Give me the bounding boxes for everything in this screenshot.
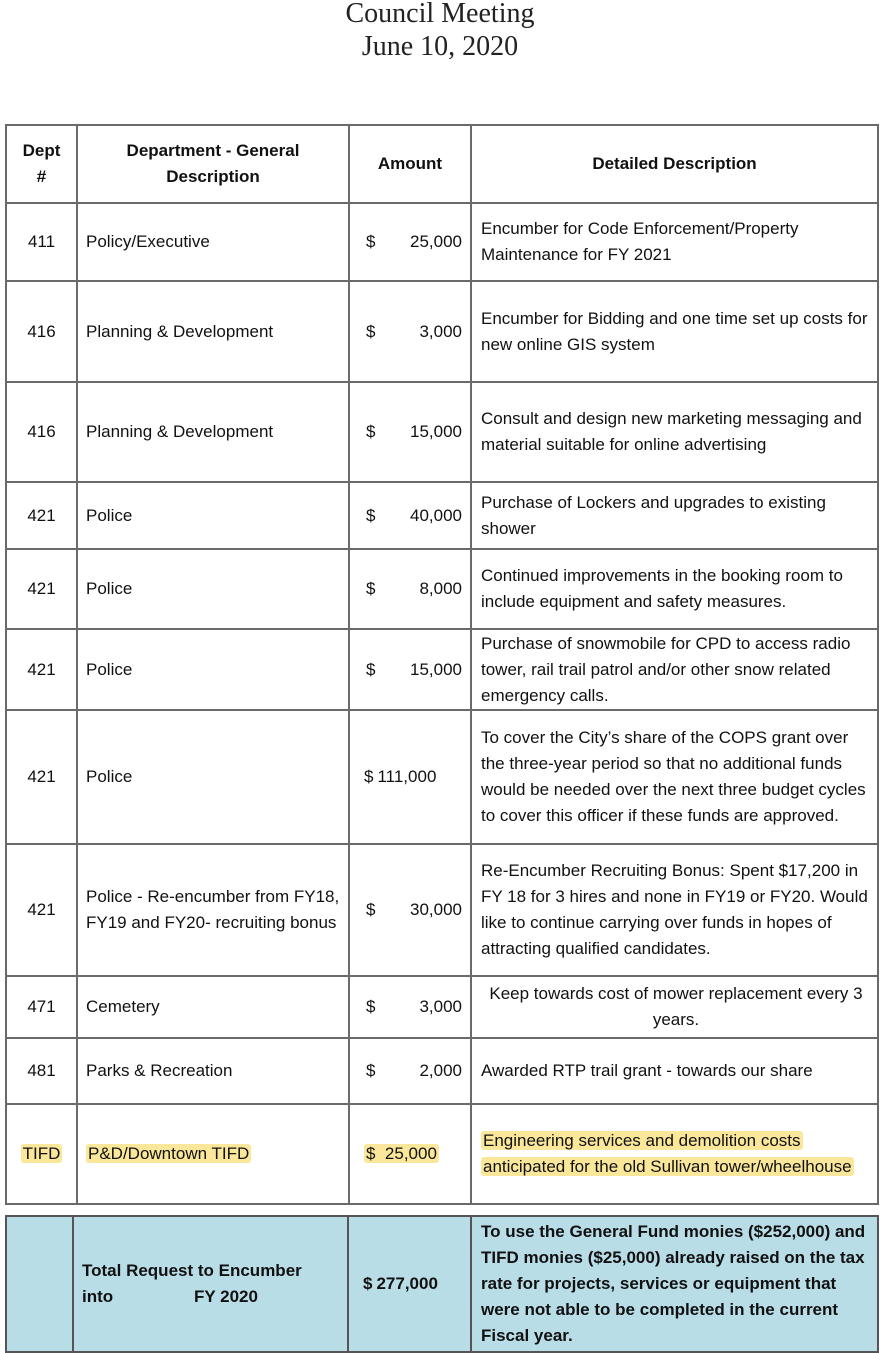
encumbrance-table xyxy=(5,124,879,1205)
amount-value: 25,000 xyxy=(410,232,462,251)
total-amount-value: 277,000 xyxy=(376,1274,438,1293)
dept-number xyxy=(6,482,77,549)
currency-symbol: $ xyxy=(366,579,376,598)
amount xyxy=(349,1104,471,1204)
amount-value: 111,000 xyxy=(377,767,437,786)
meeting-date: June 10, 2020 xyxy=(361,31,519,62)
table-row xyxy=(6,482,878,549)
table-row xyxy=(6,1104,878,1204)
currency-symbol: $ xyxy=(366,505,376,525)
dept-number-text: 416 xyxy=(27,321,56,341)
department-name xyxy=(77,281,349,382)
dept-number-text: 481 xyxy=(27,1061,56,1080)
detailed-description xyxy=(471,281,878,382)
dept-number xyxy=(6,1038,77,1104)
detailed-description-text: Keep towards cost of mower replacement every 3 years. xyxy=(489,984,863,1029)
department-name-text: Police xyxy=(86,767,133,786)
total-label-into: into xyxy=(82,1287,114,1306)
amount xyxy=(349,382,471,482)
table-header-row xyxy=(6,125,878,203)
table-row xyxy=(6,203,878,281)
amount xyxy=(349,629,471,710)
department-name-text: Policy/Executive xyxy=(86,232,210,251)
department-name-text: Police xyxy=(86,579,133,598)
detailed-description xyxy=(471,629,878,710)
dept-number xyxy=(6,382,77,482)
amount-value: 3,000 xyxy=(419,997,462,1016)
dept-number-text: 421 xyxy=(27,900,56,919)
amount-value: 8,000 xyxy=(419,579,462,598)
detailed-description-text: Re-Encumber Recruiting Bonus: Spent $17,200 in FY 18 for 3 hires and none in FY19 or FY20. Would like to continue carrying over funds in hopes of attracting qualified candidates. xyxy=(481,861,868,958)
dept-number xyxy=(6,281,77,382)
detailed-description xyxy=(471,1038,878,1104)
col-header-dept-line1: Dept xyxy=(22,141,61,160)
table-row xyxy=(6,549,878,629)
detailed-description xyxy=(471,1104,878,1204)
detailed-description xyxy=(471,976,878,1038)
amount xyxy=(349,1038,471,1104)
detailed-description xyxy=(471,482,878,549)
col-header-dept-line2: # xyxy=(36,167,47,186)
department-name xyxy=(77,976,349,1038)
dept-number-text-highlight: TIFD xyxy=(22,1144,61,1163)
currency-symbol: $ xyxy=(366,422,376,441)
department-name-text: Parks & Recreation xyxy=(86,1061,233,1080)
col-header-description: Detailed Description xyxy=(471,125,878,203)
dept-number xyxy=(6,549,77,629)
amount-value: 30,000 xyxy=(410,900,462,919)
department-name xyxy=(77,203,349,281)
amount xyxy=(349,203,471,281)
detailed-description-text: Encumber for Bidding and one time set up costs for new online GIS system xyxy=(481,308,868,354)
currency-symbol: $ xyxy=(366,997,376,1016)
total-amount xyxy=(348,1216,471,1352)
table-row xyxy=(6,976,878,1038)
detailed-description-text: Purchase of snowmobile for CPD to access radio tower, rail trail patrol and/or other snow related emergency calls. xyxy=(481,633,851,705)
department-name-text-highlight: P&D/Downtown TIFD xyxy=(88,1144,250,1163)
department-name-text: Police xyxy=(86,505,133,525)
currency-symbol: $ xyxy=(366,659,376,679)
department-name xyxy=(77,482,349,549)
dept-number-text: 411 xyxy=(27,232,56,251)
dept-number xyxy=(6,629,77,710)
department-name xyxy=(77,1038,349,1104)
detailed-description-text: Encumber for Code Enforcement/Property Maintenance for FY 2021 xyxy=(481,219,799,264)
detailed-description xyxy=(471,844,878,976)
department-name xyxy=(77,549,349,629)
col-header-department-line2: Description xyxy=(166,167,260,186)
amount xyxy=(349,281,471,382)
dept-number-text: 421 xyxy=(27,659,56,679)
currency-symbol: $ xyxy=(366,321,376,341)
currency-symbol: $ xyxy=(366,1144,376,1163)
dept-number xyxy=(6,203,77,281)
currency-symbol: $ xyxy=(366,1061,376,1080)
department-name-text: Planning & Development xyxy=(86,422,274,441)
detailed-description-text: To cover the City’s share of the COPS grant over the three-year period so that no additional funds would be needed over the next three budget cycles to cover this officer if these funds are approved. xyxy=(481,728,866,825)
total-table xyxy=(5,1215,879,1353)
table-row xyxy=(6,281,878,382)
department-name xyxy=(77,629,349,710)
total-row xyxy=(6,1216,878,1352)
dept-number xyxy=(6,844,77,976)
amount xyxy=(349,976,471,1038)
department-name xyxy=(77,844,349,976)
amount-value: 15,000 xyxy=(410,659,462,679)
detailed-description-text: Consult and design new marketing messaging and material suitable for online advertising xyxy=(481,409,862,454)
table-row xyxy=(6,629,878,710)
dept-number-text: 416 xyxy=(27,422,56,441)
department-name xyxy=(77,382,349,482)
total-label-fy: FY 2020 xyxy=(194,1287,258,1306)
col-header-dept xyxy=(6,125,77,203)
table-row xyxy=(6,382,878,482)
amount-highlight xyxy=(364,1144,439,1163)
department-name-text: Police xyxy=(86,659,133,679)
total-currency: $ xyxy=(363,1274,373,1293)
detailed-description-text: Purchase of Lockers and upgrades to existing shower xyxy=(481,492,826,538)
department-name xyxy=(77,1104,349,1204)
amount xyxy=(349,710,471,844)
detailed-description-text-highlight: Engineering services and demolition costs anticipated for the old Sullivan tower/wheelhouse xyxy=(483,1131,852,1176)
currency-symbol: $ xyxy=(364,767,374,786)
amount xyxy=(349,482,471,549)
detailed-description xyxy=(471,549,878,629)
amount-value: 15,000 xyxy=(410,422,462,441)
table-row xyxy=(6,844,878,976)
total-dept-cell xyxy=(6,1216,73,1352)
amount-value: 2,000 xyxy=(419,1061,462,1080)
department-name-text: Police - Re-encumber from FY18, FY19 and FY20- recruiting bonus xyxy=(86,887,340,932)
document-title: Council Meeting xyxy=(345,0,535,29)
amount xyxy=(349,844,471,976)
dept-number xyxy=(6,976,77,1038)
detailed-description xyxy=(471,203,878,281)
col-header-department-line1: Department - General xyxy=(126,141,300,160)
dept-number-text: 471 xyxy=(27,997,56,1016)
department-name-text: Cemetery xyxy=(86,997,160,1016)
department-name xyxy=(77,710,349,844)
table-row xyxy=(6,710,878,844)
col-header-amount: Amount xyxy=(349,125,471,203)
amount-value: 3,000 xyxy=(419,321,462,341)
currency-symbol: $ xyxy=(366,900,376,919)
table-row xyxy=(6,1038,878,1104)
col-header-department xyxy=(77,125,349,203)
dept-number-text: 421 xyxy=(27,505,56,525)
amount-value: 25,000 xyxy=(384,1144,437,1163)
department-name-text: Planning & Development xyxy=(86,321,274,341)
dept-number xyxy=(6,1104,77,1204)
total-label xyxy=(73,1216,348,1352)
dept-number xyxy=(6,710,77,844)
total-description: To use the General Fund monies ($252,000) and TIFD monies ($25,000) already raised on the tax rate for projects, services or equipment that were not able to be completed in the current Fiscal year. xyxy=(471,1216,878,1352)
total-label-line1: Total Request to Encumber xyxy=(82,1261,302,1280)
amount-value: 40,000 xyxy=(410,505,462,525)
detailed-description xyxy=(471,710,878,844)
detailed-description-text: Awarded RTP trail grant - towards our share xyxy=(481,1061,813,1080)
total-label-line2 xyxy=(82,1284,339,1310)
detailed-description-text: Continued improvements in the booking room to include equipment and safety measures. xyxy=(481,566,843,611)
dept-number-text: 421 xyxy=(27,767,56,786)
dept-number-text: 421 xyxy=(27,579,56,598)
currency-symbol: $ xyxy=(366,232,376,251)
detailed-description xyxy=(471,382,878,482)
amount xyxy=(349,549,471,629)
